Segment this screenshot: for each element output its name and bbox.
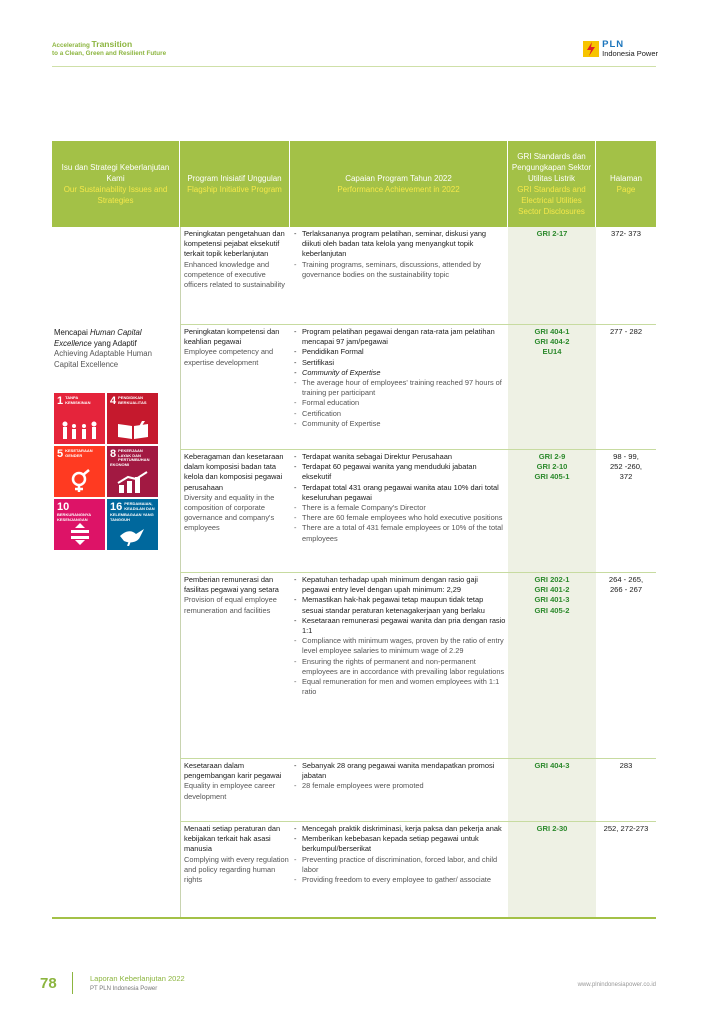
column-header-page [596, 141, 656, 227]
achievement-cell [294, 229, 506, 280]
row-divider [180, 324, 656, 325]
program-en: Diversity and equality in the composition of corporate governance and company's employees [184, 492, 275, 533]
issue-title-en: Achieving Adaptable Human Capital Excellence [54, 349, 152, 369]
achievement-cell [294, 327, 506, 429]
column-header-issues-id: Isu dan Strategi Keberlanjutan Kami [61, 163, 170, 183]
achievement-item: - Pendidikan Formal [294, 347, 506, 357]
achievement-item: - Sebanyak 28 orang pegawai wanita mendapatkan promosi jabatan [294, 761, 506, 781]
page-cell: 252, 272-273 [603, 824, 649, 833]
gri-cell: GRI 2-9 GRI 2-10 GRI 405-1 [534, 452, 570, 482]
program-cell [184, 761, 290, 802]
achievement-item-en: - Certification [294, 409, 506, 419]
achievement-item-en: - Compliance with minimum wages, proven by the ratio of entry level employee salaries to minimum wage of 2.29 [294, 636, 506, 656]
tagline-line-2: to a Clean, Green and Resilient Future [52, 50, 167, 57]
brand-logo-block [583, 40, 658, 60]
column-header-gri-en: GRI Standards and Electrical Utilities Sector Disclosures [517, 185, 586, 216]
program-cell [184, 452, 290, 534]
sdg-4-tile: 4 PENDIDIKAN BERKUALITAS [107, 393, 158, 444]
tagline-prefix: Accelerating [52, 42, 90, 49]
achievement-item: - Terlaksananya program pelatihan, seminar, diskusi yang diikuti oleh badan tata kelola yang menyangkut topik keberlanjutan [294, 229, 506, 260]
achievement-item-en: - There are a total of 431 female employees or 10% of the total employees [294, 523, 506, 543]
achievement-item: - Program pelatihan pegawai dengan rata-rata jam pelatihan mencapai 97 jam/pegawai [294, 327, 506, 347]
program-cell [184, 575, 290, 616]
achievement-item: - Kepatuhan terhadap upah minimum dengan rasio gaji pegawai entry level dengan upah minimum: 2,29 [294, 575, 506, 595]
program-en: Provision of equal employee remuneration and facilities [184, 595, 277, 615]
column-header-issues [52, 141, 180, 227]
row-divider [180, 572, 656, 573]
sdg-16-tile: 16 PERDAMAIAN, KEADILAN DAN KELEMBAGAAN YANG TANGGUH [107, 499, 158, 550]
column-header-program [180, 141, 290, 227]
program-id: Peningkatan pengetahuan dan kompetensi pejabat eksekutif terkait topik keberlanjutan [184, 229, 285, 259]
achievement-item-en: - Formal education [294, 398, 506, 408]
page-cell: 283 [619, 761, 633, 770]
achievement-item-en: - The average hour of employees' training reached 97 hours of training per participant [294, 378, 506, 398]
column-header-page-en: Page [616, 185, 636, 194]
achievement-item-en: - Training programs, seminars, discussions, attended by governance bodies on the sustainability topic [294, 260, 506, 280]
program-id: Pemberian remunerasi dan fasilitas pegawai yang setara [184, 575, 279, 595]
program-en: Complying with every regulation and policy regarding human rights [184, 854, 289, 885]
row-divider [180, 449, 656, 450]
table-bottom-rule [52, 917, 656, 919]
achievement-item-en: - Ensuring the rights of permanent and non-permanent employees are in accordance with prevailing labor regulations [294, 657, 506, 677]
column-header-achievement-id: Capaian Program Tahun 2022 [345, 174, 452, 183]
growth-chart-icon [116, 471, 150, 493]
page-cell: 372- 373 [611, 229, 641, 238]
column-header-page-id: Halaman [609, 174, 642, 183]
page-cell: 98 - 99, 252 -260, 372 [609, 452, 643, 482]
brand-name: PLN [602, 39, 625, 50]
gri-cell: GRI 202-1 GRI 401-2 GRI 401-3 GRI 405-2 [534, 575, 570, 615]
gri-cell: GRI 404-3 [534, 761, 570, 770]
footer-title-block [90, 974, 185, 994]
sdg-8-tile: 8 PEKERJAAN LAYAK DAN PERTUMBUHAN EKONOMI [107, 446, 158, 497]
program-id: Menaati setiap peraturan dan kebijakan terkait hak asasi manusia [184, 824, 281, 854]
program-en: Equality in employee career development [184, 781, 276, 801]
row-divider [180, 758, 656, 759]
program-cell [184, 824, 290, 885]
tagline-highlight: Transition [91, 39, 133, 49]
dove-icon [118, 526, 148, 546]
program-id: Peningkatan kompetensi dan keahlian pegawai [184, 327, 280, 347]
equality-icon [67, 522, 93, 546]
achievement-item: - Kesetaraan remunerasi pegawai wanita dan pria dengan rasio 1:1 [294, 616, 506, 636]
column-header-achievement-en: Performance Achievement in 2022 [337, 185, 460, 194]
achievement-item-en: - There are 60 female employees who hold executive positions [294, 513, 506, 523]
gri-cell: GRI 404-1 GRI 404-2 EU14 [534, 327, 570, 357]
sdg-10-tile: 10 BERKURANGNYA KESENJANGAN [54, 499, 105, 550]
sdg-1-tile: 1 TANPA KEMISKINAN [54, 393, 105, 444]
achievement-cell [294, 761, 506, 792]
achievement-cell [294, 575, 506, 697]
family-icon [60, 420, 100, 440]
achievement-item: - Terdapat total 431 orang pegawai wanita atau 10% dari total keseluruhan pegawai [294, 483, 506, 503]
company-name: PT PLN Indonesia Power [90, 986, 158, 992]
program-en: Enhanced knowledge and competence of executive officers related to sustainability [184, 259, 285, 290]
sdg-5-tile: 5 KESETARAAN GENDER [54, 446, 105, 497]
header-divider [52, 66, 656, 67]
column-header-program-en: Flagship Initiative Program [187, 185, 282, 194]
row-divider [180, 821, 656, 822]
achievement-item: - Terdapat 60 pegawai wanita yang menduduki jabatan eksekutif [294, 462, 506, 482]
pln-logo-icon [583, 41, 599, 57]
column-header-achievement [290, 141, 508, 227]
achievement-item: - Memastikan hak-hak pegawai tetap maupun tidak tetap sesuai standar peraturan ketenagakerjaan yang berlaku [294, 595, 506, 615]
achievement-item: - Community of Expertise [294, 368, 506, 378]
achievement-item: - Terdapat wanita sebagai Direktur Perusahaan [294, 452, 506, 462]
achievement-item-en: - 28 female employees were promoted [294, 781, 506, 791]
table-header [52, 141, 656, 227]
program-cell [184, 327, 290, 368]
gri-cell: GRI 2-30 [536, 824, 568, 833]
achievement-item: - Sertifikasi [294, 358, 506, 368]
program-id: Keberagaman dan kesetaraan dalam komposisi badan tata kelola dan komposisi pegawai perusahaan [184, 452, 284, 492]
brand-subname: Indonesia Power [602, 49, 658, 58]
footer-divider [72, 972, 73, 994]
achievement-cell [294, 452, 506, 544]
column-header-gri [508, 141, 596, 227]
report-tagline [52, 40, 166, 58]
gri-cell: GRI 2-17 [536, 229, 568, 238]
report-title: Laporan Keberlanjutan 2022 [90, 974, 185, 983]
column-header-issues-en: Our Sustainability Issues and Strategies [63, 185, 168, 205]
achievement-item-en: - Providing freedom to every employee to gather/ associate [294, 875, 506, 885]
achievement-item-en: - Equal remuneration for men and women employees with 1:1 ratio [294, 677, 506, 697]
achievement-item-en: - There is a female Company's Director [294, 503, 506, 513]
program-en: Employee competency and expertise development [184, 347, 274, 367]
achievement-item-en: - Community of Expertise [294, 419, 506, 429]
gender-icon [67, 469, 93, 493]
page-cell: 264 - 265, 266 - 267 [608, 575, 644, 595]
issue-strategy-cell [54, 328, 178, 370]
column-header-program-id: Program Inisiatif Unggulan [187, 174, 282, 183]
achievement-item-en: - Preventing practice of discrimination, forced labor, and child labor [294, 855, 506, 875]
program-cell [184, 229, 290, 290]
page-number: 78 [40, 975, 57, 992]
issue-title-id: Mencapai Human Capital Excellence yang Adaptif [54, 328, 142, 348]
column-header-gri-id: GRI Standards dan Pengungkapan Sektor Utilitas Listrik [511, 152, 592, 183]
achievement-cell [294, 824, 506, 885]
book-icon [116, 420, 150, 440]
sdg-icons-grid [54, 393, 158, 550]
program-id: Kesetaraan dalam pengembangan karir pegawai [184, 761, 282, 781]
page-cell: 277 - 282 [609, 327, 643, 336]
achievement-item: - Memberikan kebebasan kepada setiap pegawai untuk berkumpul/berserikat [294, 834, 506, 854]
website-link[interactable]: www.plnindonesiapower.co.id [577, 982, 656, 988]
page-header [52, 40, 672, 64]
achievement-item: - Mencegah praktik diskriminasi, kerja paksa dan pekerja anak [294, 824, 506, 834]
